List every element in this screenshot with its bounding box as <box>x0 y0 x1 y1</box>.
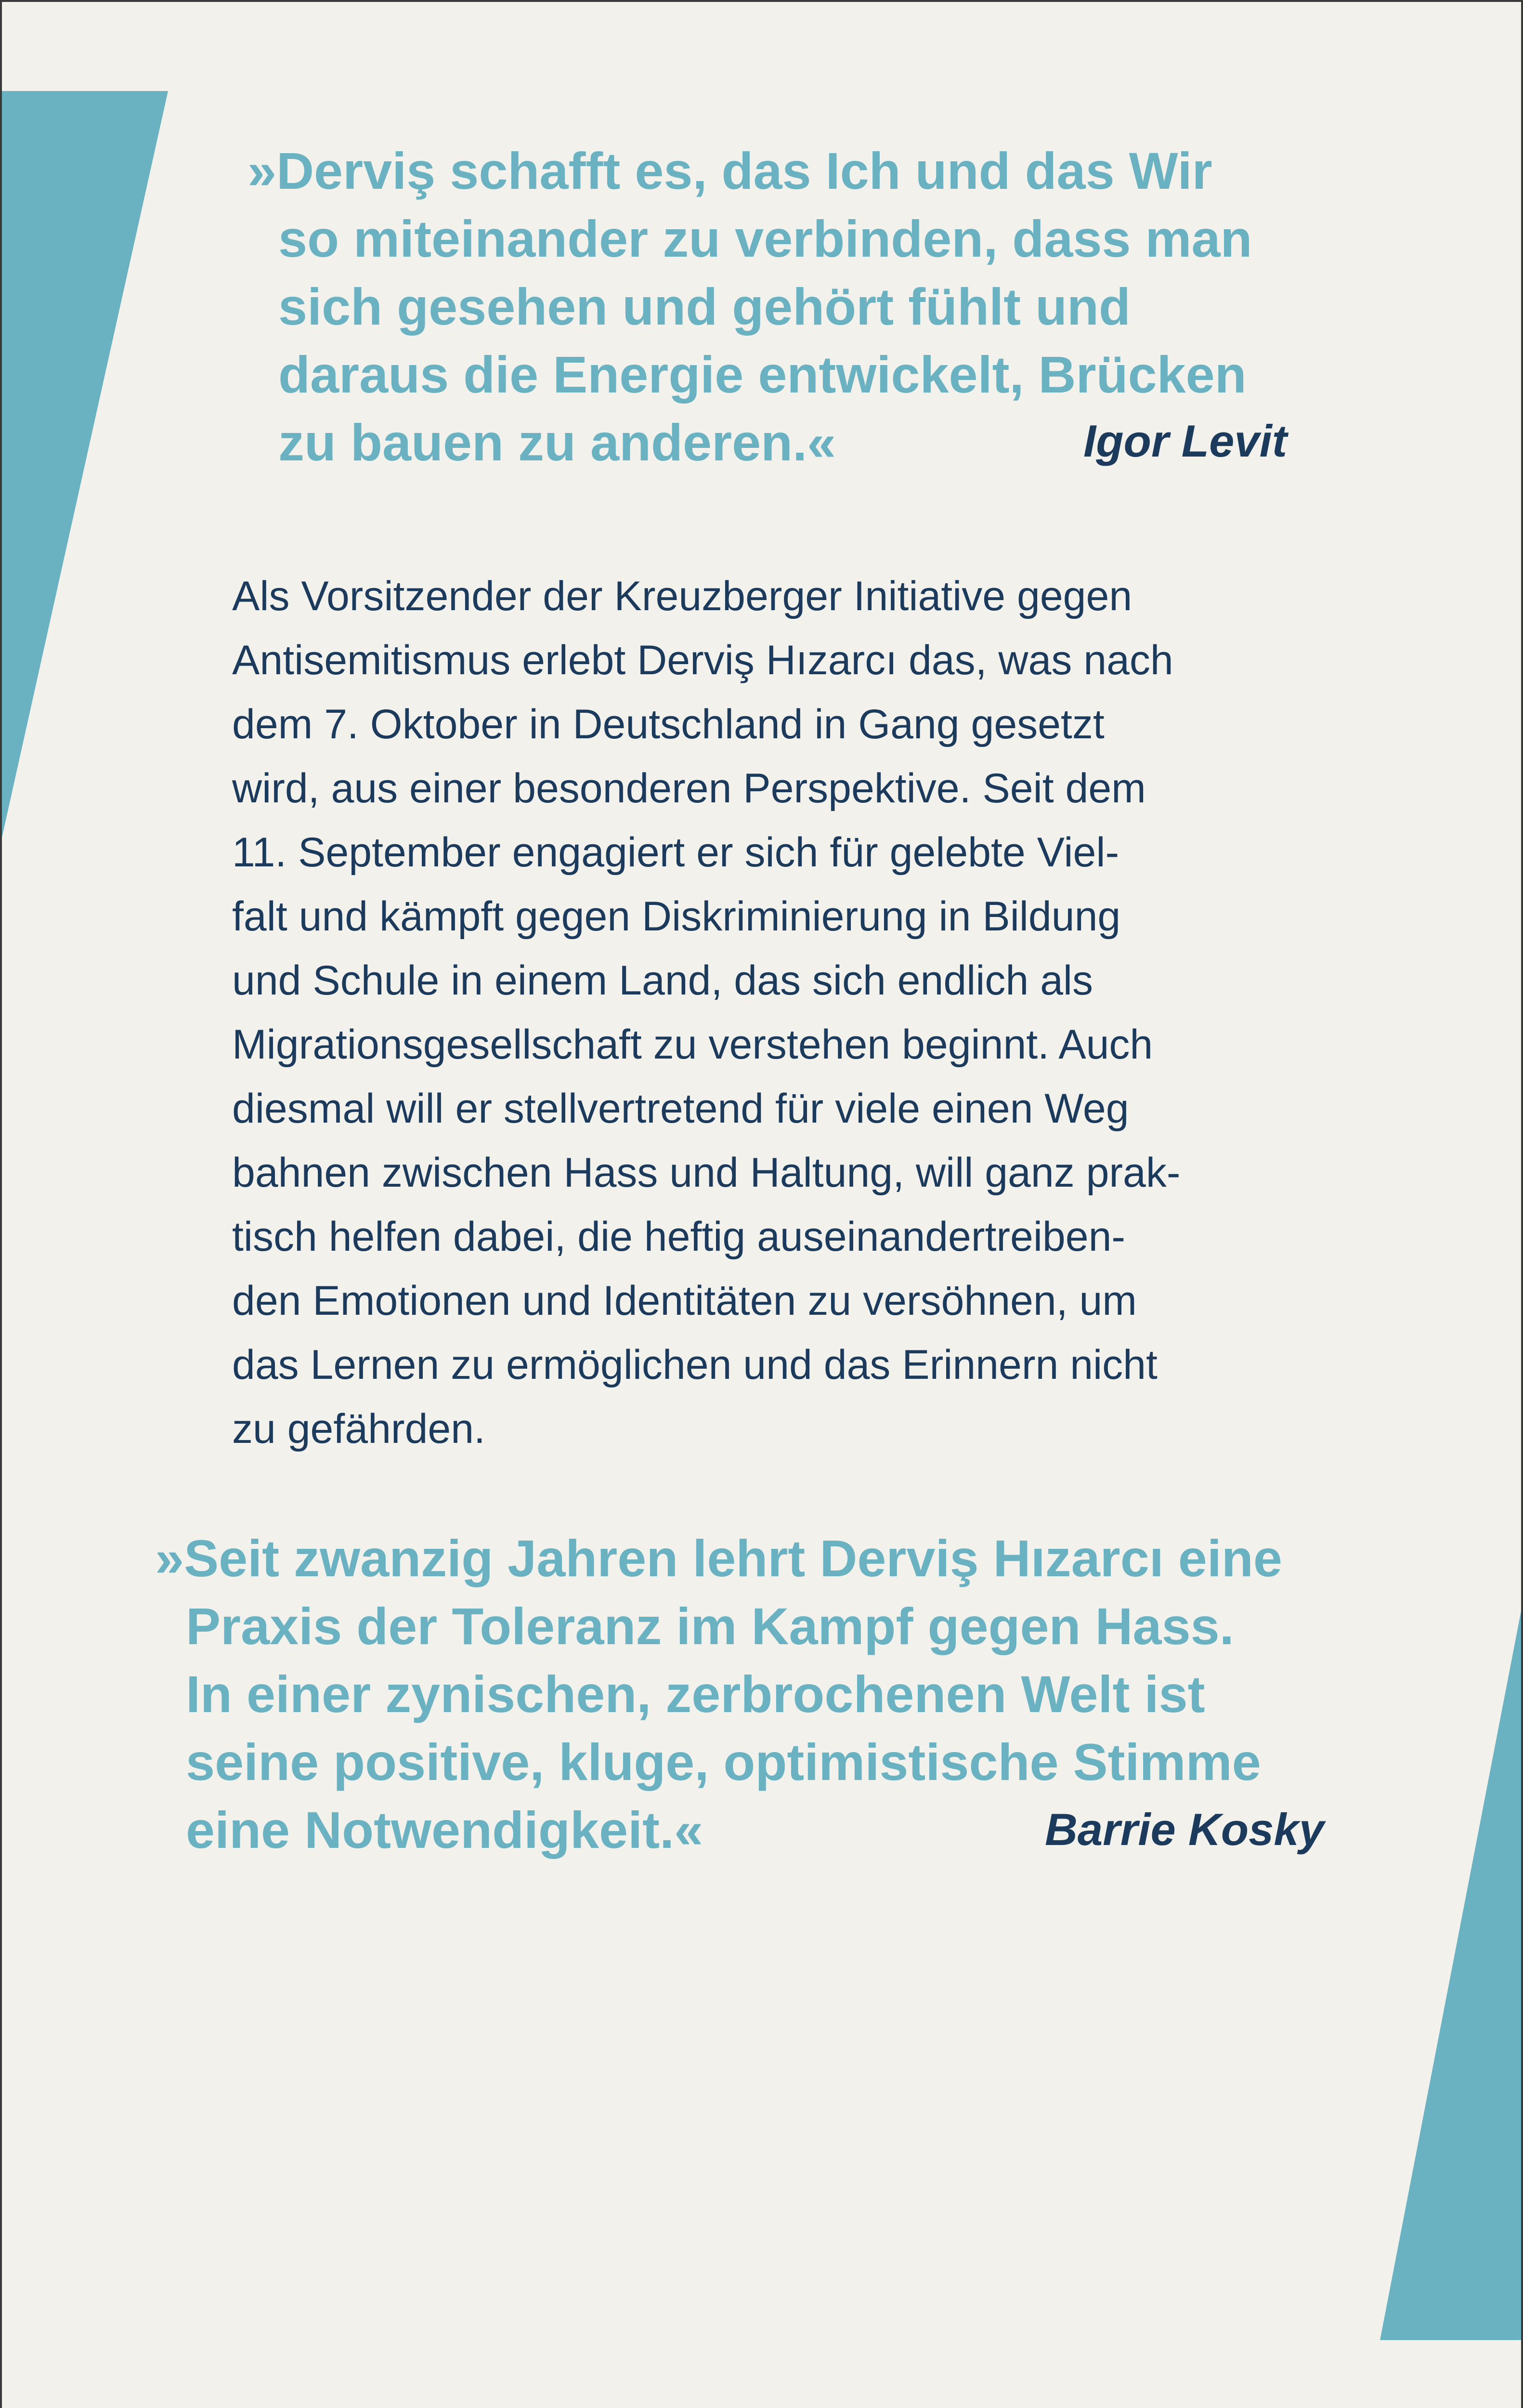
blurb-line: wird, aus einer besonderen Perspektive. Seit dem <box>232 765 1146 811</box>
quote-line: eine Notwendigkeit.« <box>186 1801 703 1859</box>
blurb-line: zu gefährden. <box>232 1406 485 1452</box>
quote-author-top: Igor Levit <box>1083 416 1288 466</box>
blurb-line: Als Vorsitzender der Kreuzberger Initiative gegen <box>232 573 1132 619</box>
blurb-line: diesmal will er stellvertretend für viele einen Weg <box>232 1086 1129 1132</box>
blurb-line: 11. September engagiert er sich für gelebte Viel- <box>232 829 1119 876</box>
blurb-line: Antisemitismus erlebt Derviş Hızarcı das, was nach <box>232 637 1173 683</box>
quote-author-bottom: Barrie Kosky <box>1045 1804 1324 1855</box>
blurb-line: dem 7. Oktober in Deutschland in Gang gesetzt <box>232 701 1105 747</box>
blurb-line: falt und kämpft gegen Diskriminierung in Bildung <box>232 893 1121 940</box>
quote-line: so miteinander zu verbinden, dass man <box>278 209 1252 268</box>
quote-line: seine positive, kluge, optimistische Stimme <box>186 1733 1261 1791</box>
blurb-line: das Lernen zu ermöglichen und das Erinnern nicht <box>232 1342 1158 1388</box>
quote-line: zu bauen zu anderen.« <box>278 413 836 471</box>
bottom-right-teal-shape <box>1380 1591 1523 2340</box>
blurb-line: tisch helfen dabei, die heftig auseinandertreiben- <box>232 1214 1126 1260</box>
quote-line: daraus die Energie entwickelt, Brücken <box>278 345 1247 404</box>
top-left-teal-shape <box>2 91 168 838</box>
blurb-line: und Schule in einem Land, das sich endlich als <box>232 957 1093 1004</box>
quote-line: Praxis der Toleranz im Kampf gegen Hass. <box>186 1597 1234 1655</box>
blurb-line: Migrationsgesellschaft zu verstehen beginnt. Auch <box>232 1021 1153 1068</box>
quote-line: In einer zynischen, zerbrochenen Welt ist <box>186 1665 1205 1723</box>
quote-line: sich gesehen und gehört fühlt und <box>278 277 1131 336</box>
blurb-line: den Emotionen und Identitäten zu versöhnen, um <box>232 1278 1137 1324</box>
quote-line: »Seit zwanzig Jahren lehrt Derviş Hızarcı eine <box>155 1529 1282 1587</box>
quote-line: »Derviş schafft es, das Ich und das Wir <box>247 142 1212 200</box>
blurb-text <box>232 564 1181 1461</box>
blurb-line: bahnen zwischen Hass und Haltung, will ganz prak- <box>232 1150 1181 1196</box>
